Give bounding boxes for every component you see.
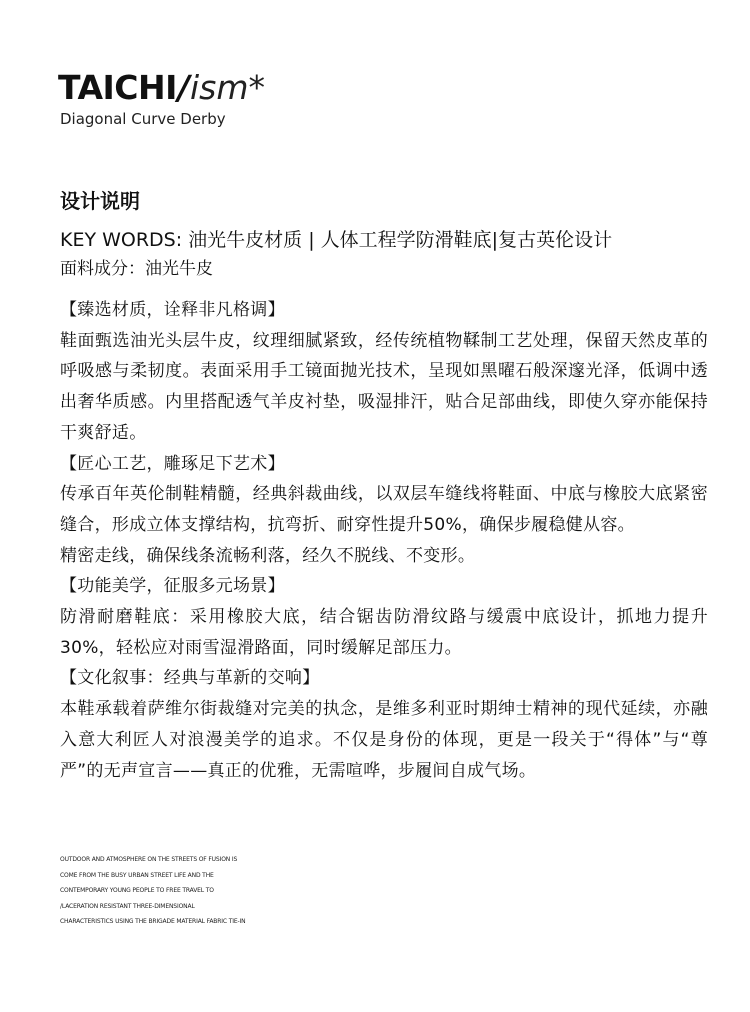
paragraph-craft: 传承百年英伦制鞋精髓，经典斜裁曲线，以双层车缝线将鞋面、中底与橡胶大底紧密缝合，形成立体支撑结构，抗弯折、耐穿性提升50%，确保步履稳健从容。 xyxy=(60,484,708,535)
brand-tagline: Diagonal Curve Derby xyxy=(60,110,226,128)
keywords-line: KEY WORDS: 油光牛皮材质 | 人体工程学防滑鞋底|复古英伦设计 xyxy=(60,229,613,251)
heading-material: 【臻选材质，诠释非凡格调】 xyxy=(60,300,285,320)
material-line: 面料成分：油光牛皮 xyxy=(60,259,213,279)
footer-text-block xyxy=(60,852,245,930)
paragraph-culture: 本鞋承载着萨维尔街裁缝对完美的执念，是维多利亚时期绅士精神的现代延续，亦融入意大利匠人对浪漫美学的追求。不仅是身份的体现，更是一段关于“得体”与“尊严”的无声宣言——真正的优雅，无需喧哗，步履间自成气场。 xyxy=(60,699,708,781)
logo-bold-text: TAICHI xyxy=(58,68,177,107)
paragraph-material: 鞋面甄选油光头层牛皮，纹理细腻紧致，经传统植物鞣制工艺处理，保留天然皮革的呼吸感与柔韧度。表面采用手工镜面抛光技术，呈现如黑曜石般深邃光泽，低调中透出奢华质感。内里搭配透气羊皮衬垫，吸湿排汗，贴合足部曲线，即使久穿亦能保持干爽舒适。 xyxy=(60,330,708,443)
heading-function: 【功能美学，征服多元场景】 xyxy=(60,576,285,597)
heading-culture: 【文化叙事：经典与革新的交响】 xyxy=(60,668,320,689)
brand-logo xyxy=(58,70,265,106)
paragraph-function: 防滑耐磨鞋底：采用橡胶大底，结合锯齿防滑纹路与缓震中底设计，抓地力提升30%，轻松应对雨雪湿滑路面，同时缓解足部压力。 xyxy=(60,607,708,658)
footer-line: CHARACTERISTICS USING THE BRIGADE MATERIAL FABRIC TIE-IN xyxy=(60,918,246,926)
section-title: 设计说明 xyxy=(60,189,140,213)
heading-craft: 【匠心工艺，雕琢足下艺术】 xyxy=(60,453,285,474)
footer-line: COME FROM THE BUSY URBAN STREET LIFE AND THE xyxy=(60,871,214,879)
footer-line: /LACERATION RESISTANT THREE-DIMENSIONAL xyxy=(60,902,195,910)
description-body xyxy=(60,295,708,786)
brand-block xyxy=(58,70,265,128)
footer-line: OUTDOOR AND ATMOSPHERE ON THE STREETS OF FUSION IS xyxy=(60,856,238,863)
footer-line: CONTEMPORARY YOUNG PEOPLE TO FREE TRAVEL TO xyxy=(60,887,214,895)
paragraph-stitching: 精密走线，确保线条流畅利落，经久不脱线、不变形。 xyxy=(60,545,476,566)
logo-light-text: ism* xyxy=(189,68,265,107)
logo-slash: / xyxy=(177,68,190,107)
